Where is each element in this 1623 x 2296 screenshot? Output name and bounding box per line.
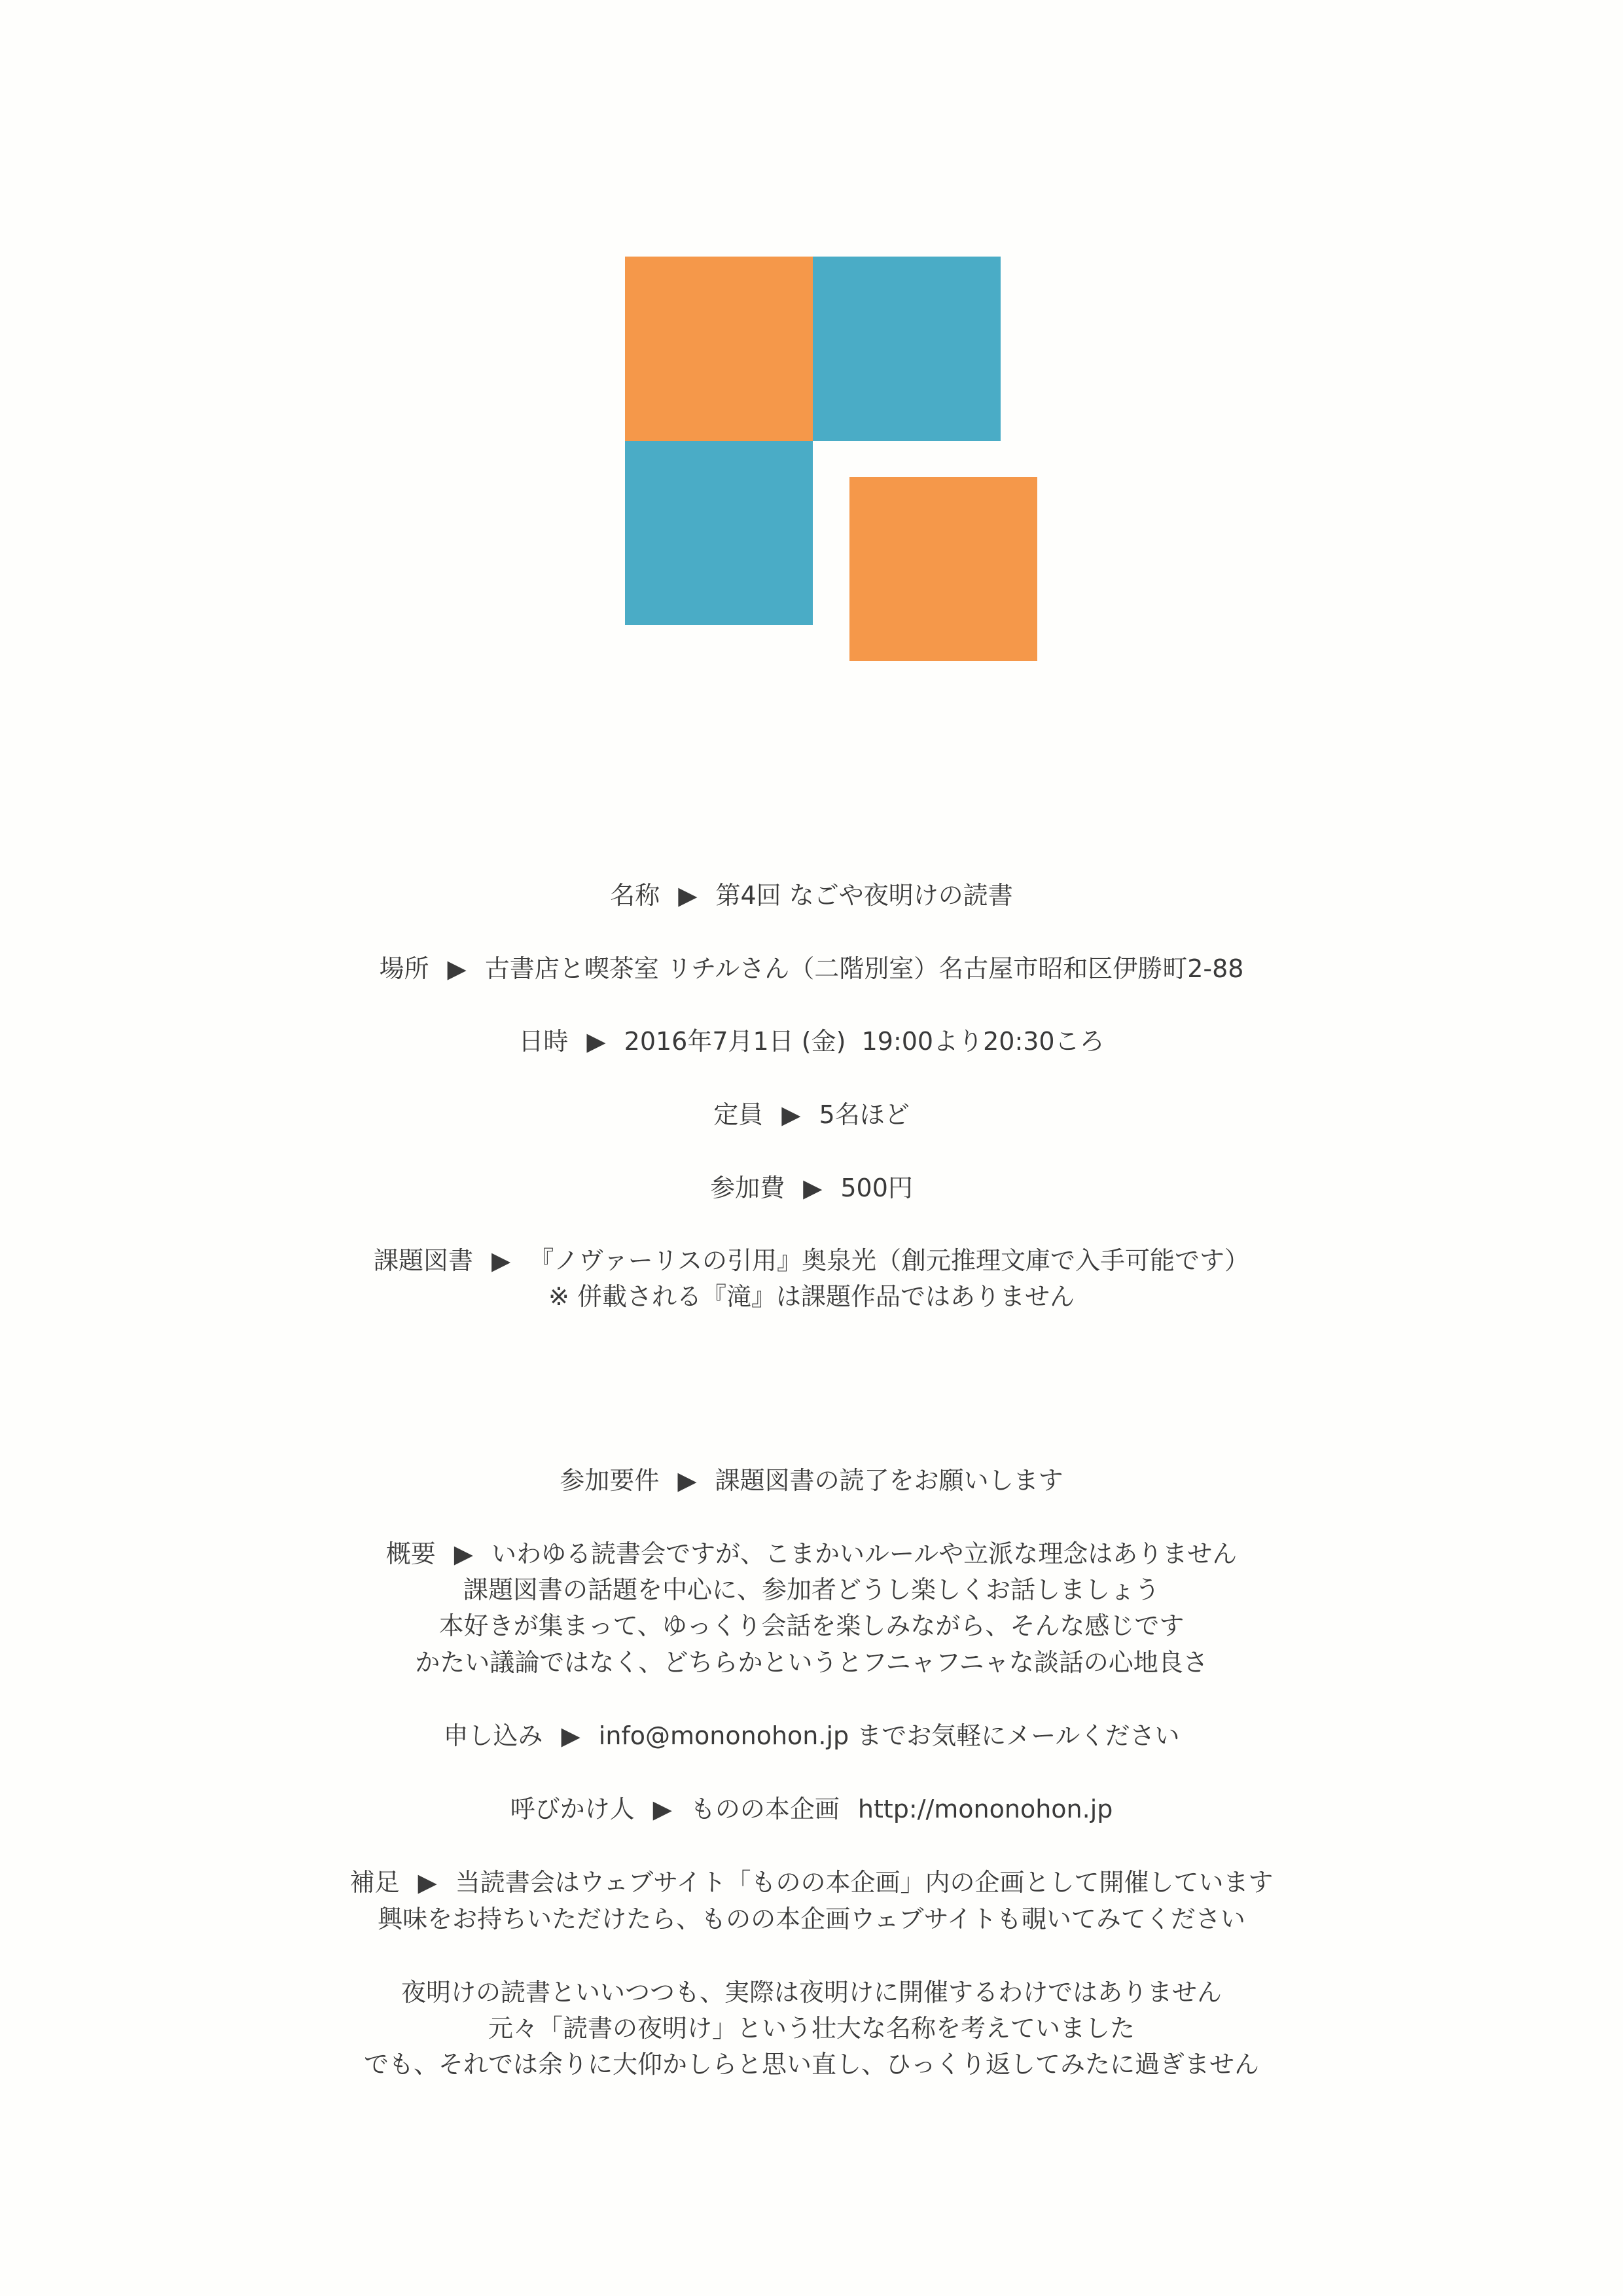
- organizer-url: http://mononohon.jp: [857, 1795, 1113, 1823]
- arrow-icon: ▶: [418, 1868, 437, 1897]
- row-requirement: [0, 1465, 1623, 1496]
- row-label: 日時: [518, 1027, 569, 1056]
- arrow-icon: ▶: [561, 1721, 580, 1750]
- row-label: 課題図書: [373, 1246, 473, 1275]
- row-value: 5名ほど: [819, 1100, 910, 1129]
- row-capacity: [0, 1099, 1623, 1130]
- arrow-icon: ▶: [447, 954, 467, 983]
- row-name: [0, 880, 1623, 911]
- row-book: [0, 1245, 1623, 1276]
- row-datetime: [0, 1026, 1623, 1057]
- row-value: ものの本企画: [690, 1795, 840, 1823]
- arrow-icon: ▶: [677, 1466, 697, 1495]
- row-value: いわゆる読書会ですが、こまかいルールや立派な理念はありません: [491, 1539, 1238, 1568]
- row-value: 課題図書の読了をお願いします: [715, 1466, 1063, 1495]
- notes-line: 元々「読書の夜明け」という壮大な名称を考えていました: [488, 2014, 1135, 2043]
- overview-line: 課題図書の話題を中心に、参加者どうし楽しくお話しましょう: [463, 1575, 1160, 1604]
- row-value: info@mononohon.jp までお気軽にメールください: [598, 1721, 1180, 1750]
- logo-square-orange-bottom-right: [849, 477, 1037, 661]
- row-apply: [0, 1720, 1623, 1751]
- row-label: 補足: [349, 1868, 400, 1897]
- row-organizer: [0, 1793, 1623, 1825]
- logo-square-orange-top-left: [625, 257, 813, 441]
- row-label: 場所: [379, 954, 429, 983]
- row-value: 当読書会はウェブサイト「ものの本企画」内の企画として開催しています: [455, 1868, 1274, 1897]
- row-label: 参加要件: [560, 1466, 660, 1495]
- notes-line: 興味をお持ちいただけたら、ものの本企画ウェブサイトも覗いてみてください: [378, 1905, 1245, 1933]
- row-label: 申し込み: [443, 1721, 543, 1750]
- arrow-icon: ▶: [491, 1246, 511, 1275]
- arrow-icon: ▶: [454, 1539, 473, 1568]
- arrow-icon: ▶: [781, 1100, 801, 1129]
- arrow-icon: ▶: [652, 1795, 672, 1823]
- row-label: 名称: [610, 881, 660, 910]
- row-label: 定員: [713, 1100, 764, 1129]
- row-book-note: ※ 併載される『滝』は課題作品ではありません: [548, 1282, 1075, 1311]
- arrow-icon: ▶: [586, 1027, 606, 1056]
- row-label: 概要: [385, 1539, 436, 1568]
- overview-line: 本好きが集まって、ゆっくり会話を楽しみながら、そんな感じです: [438, 1611, 1185, 1640]
- overview-line: かたい議論ではなく、どちらかというとフニャフニャな談話の心地良さ: [415, 1648, 1208, 1677]
- row-place: [0, 953, 1623, 984]
- row-value: 2016年7月1日 (金) 19:00より20:30ころ: [624, 1027, 1105, 1056]
- row-fee: [0, 1172, 1623, 1204]
- row-value: 500円: [840, 1174, 913, 1202]
- row-value: 『ノヴァーリスの引用』奥泉光（創元推理文庫で入手可能です）: [529, 1246, 1250, 1275]
- row-overview: [0, 1538, 1623, 1570]
- row-label: 呼びかけ人: [510, 1795, 635, 1823]
- arrow-icon: ▶: [678, 881, 698, 910]
- row-value: 古書店と喫茶室 リチルさん（二階別室）名古屋市昭和区伊勝町2-88: [484, 954, 1244, 983]
- logo-square-blue-bottom-left: [625, 441, 813, 625]
- notes-line: でも、それでは余りに大仰かしらと思い直し、ひっくり返してみたに過ぎません: [363, 2050, 1259, 2079]
- notes-line: 夜明けの読書といいつつも、実際は夜明けに開催するわけではありません: [401, 1978, 1222, 2007]
- logo-square-blue-top-right: [813, 257, 1001, 441]
- row-value: 第4回 なごや夜明けの読書: [715, 881, 1013, 910]
- arrow-icon: ▶: [803, 1174, 823, 1202]
- row-notes: [0, 1867, 1623, 1898]
- row-label: 参加費: [710, 1174, 785, 1202]
